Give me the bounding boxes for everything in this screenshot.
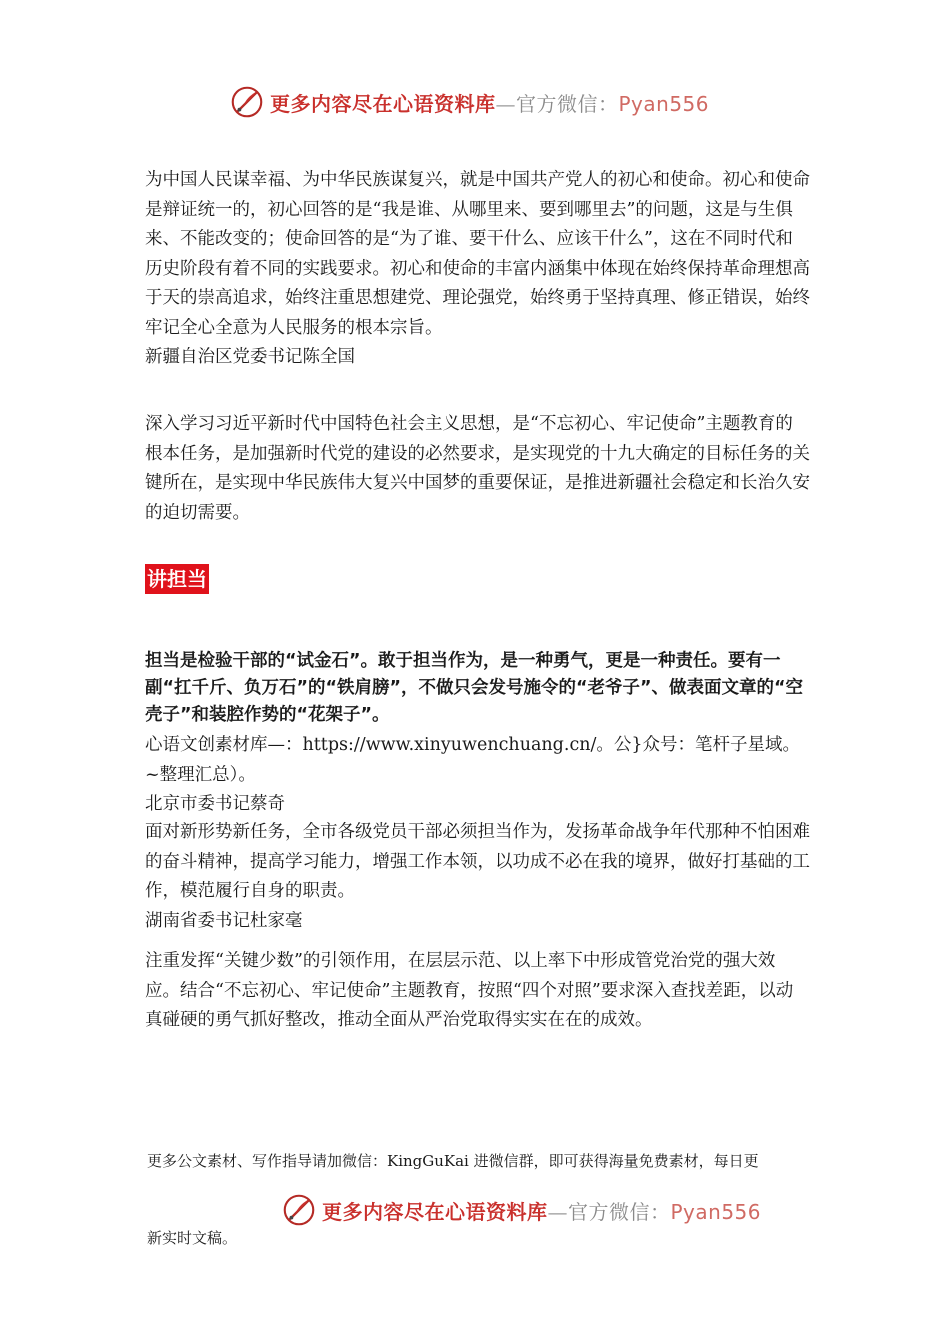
footer-line-2: 新实时文稿。 [147,1229,238,1247]
bold-quote: 担当是检验干部的“试金石”。敢于担当作为，是一种勇气，更是一种责任。要有一副“扛千斤、负万石”的“铁肩膀”，不做只会发号施令的“老爷子”、做表面文章的“空壳子”和装腔作势的“花架子”。 [145,651,804,725]
paragraph-1-block [145,166,810,373]
speaker-1: 新疆自治区党委书记陈全国 [145,347,355,367]
banner-dash: — [495,91,516,116]
paragraph-4: 注重发挥“关键少数”的引领作用，在层层示范、以上率下中形成管党治党的强大效应。结合“不忘初心、牢记使命”主题教育，按照“四个对照”要求深入查找差距，以动真碰硬的勇气抓好整改，推动全面从严治党取得实实在在的成效。 [145,951,794,1030]
paragraph-2: 深入学习习近平新时代中国特色社会主义思想，是“不忘初心、牢记使命”主题教育的根本任务，是加强新时代党的建设的必然要求，是实现党的十九大确定的目标任务的关键所在，是实现中华民族伟大复兴中国梦的重要保证，是推进新疆社会稳定和长治久安的迫切需要。 [145,414,810,523]
section-heading: 讲担当 [145,564,209,594]
paragraph-3-block [145,818,810,936]
banner-text [270,88,709,117]
banner-wechat-id: Pyan556 [618,91,710,116]
paragraph-4-block [145,947,810,1036]
speaker-2: 北京市委书记蔡奇 [145,794,285,814]
paragraph-1: 为中国人民谋幸福、为中华民族谋复兴，就是中国共产党人的初心和使命。初心和使命是辩证统一的，初心回答的是“我是谁、从哪里来、要到哪里去”的问题，这是与生俱来、不能改变的；使命回答的是“为了谁、要干什么、应该干什么”，这在不同时代和历史阶段有着不同的实践要求。初心和使命的丰富内涵集中体现在始终保持革命理想高于天的崇高追求，始终注重思想建党、理论强党，始终勇于坚持真理、修正错误，始终牢记全心全意为人民服务的根本宗旨。 [145,170,810,338]
quill-logo-icon [280,1191,318,1229]
speaker-3: 湖南省委书记杜家毫 [145,910,303,931]
banner-wechat-label: 官方微信： [516,91,619,116]
banner-main: 更多内容尽在心语资料库 [270,91,496,116]
footer-banner-dash: — [547,1199,568,1224]
paragraph-3: 面对新形势新任务，全市各级党员干部必须担当作为，发扬革命战争年代那种不怕困难的奋斗精神，提高学习能力，增强工作本领，以功成不必在我的境界，做好打基础的工作，模范履行自身的职责。 [145,822,810,901]
paragraph-2-block [145,410,810,528]
footer-banner [280,1188,761,1232]
quote-block [145,648,810,820]
header-banner [228,80,709,124]
footer-line-1: 更多公文素材、写作指导请加微信：KingGuKai 进微信群，即可获得海量免费素材，每日更 [147,1152,759,1170]
footer-banner-main: 更多内容尽在心语资料库 [322,1199,548,1224]
footer-banner-wechat-id: Pyan556 [670,1199,762,1224]
quill-logo-icon [228,83,266,121]
footer-banner-text [322,1196,761,1225]
source-note: 心语文创素材库—：https://www.xinyuwenchuang.cn/。公}众号：笔杆子星域。~整理汇总）。 [145,735,801,785]
footer-banner-wechat-label: 官方微信： [568,1199,671,1224]
